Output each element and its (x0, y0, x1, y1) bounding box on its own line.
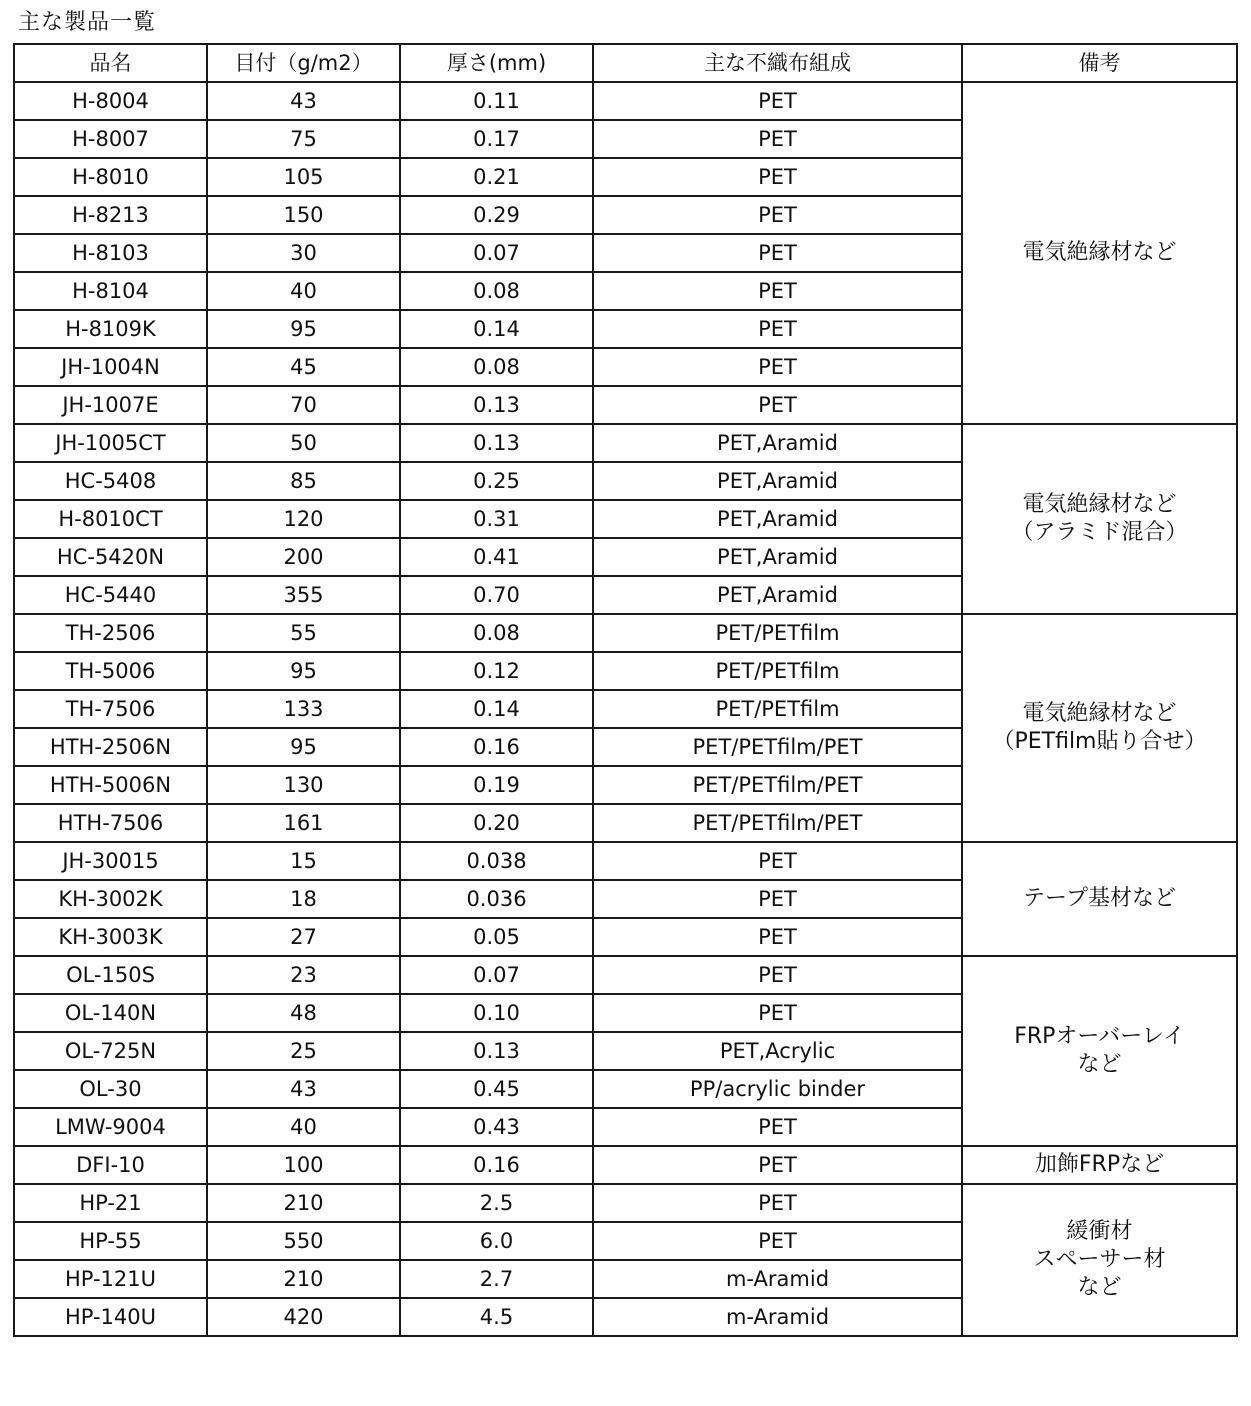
cell-product-name: H-8213 (14, 196, 207, 234)
cell-basis-weight: 43 (207, 1070, 400, 1108)
cell-product-name: OL-140N (14, 994, 207, 1032)
cell-thickness: 0.17 (400, 120, 593, 158)
cell-thickness: 0.19 (400, 766, 593, 804)
cell-basis-weight: 95 (207, 652, 400, 690)
cell-product-name: TH-5006 (14, 652, 207, 690)
cell-composition: PET (593, 272, 962, 310)
cell-remarks: テープ基材など (962, 842, 1237, 956)
cell-product-name: KH-3003K (14, 918, 207, 956)
cell-basis-weight: 75 (207, 120, 400, 158)
cell-basis-weight: 100 (207, 1146, 400, 1184)
product-table (13, 43, 1238, 1337)
cell-product-name: JH-1004N (14, 348, 207, 386)
cell-product-name: OL-725N (14, 1032, 207, 1070)
cell-composition: PP/acrylic binder (593, 1070, 962, 1108)
cell-basis-weight: 161 (207, 804, 400, 842)
cell-thickness: 0.038 (400, 842, 593, 880)
cell-product-name: H-8109K (14, 310, 207, 348)
cell-thickness: 0.16 (400, 728, 593, 766)
cell-basis-weight: 95 (207, 310, 400, 348)
cell-basis-weight: 200 (207, 538, 400, 576)
header-remarks: 備考 (962, 44, 1237, 82)
cell-composition: PET (593, 842, 962, 880)
cell-basis-weight: 55 (207, 614, 400, 652)
cell-composition: PET (593, 82, 962, 120)
cell-product-name: H-8104 (14, 272, 207, 310)
cell-composition: PET (593, 234, 962, 272)
cell-product-name: TH-7506 (14, 690, 207, 728)
cell-product-name: KH-3002K (14, 880, 207, 918)
cell-basis-weight: 40 (207, 272, 400, 310)
cell-basis-weight: 85 (207, 462, 400, 500)
cell-basis-weight: 130 (207, 766, 400, 804)
header-thickness: 厚さ(mm) (400, 44, 593, 82)
cell-product-name: H-8103 (14, 234, 207, 272)
cell-composition: PET/PETfilm/PET (593, 766, 962, 804)
table-row (14, 842, 1237, 880)
table-row (14, 424, 1237, 462)
cell-product-name: HP-140U (14, 1298, 207, 1336)
cell-remarks: 電気絶縁材など (962, 82, 1237, 424)
cell-basis-weight: 120 (207, 500, 400, 538)
cell-composition: PET (593, 918, 962, 956)
cell-composition: PET (593, 1108, 962, 1146)
cell-basis-weight: 43 (207, 82, 400, 120)
cell-thickness: 0.08 (400, 614, 593, 652)
cell-composition: PET (593, 120, 962, 158)
cell-composition: PET/PETfilm/PET (593, 804, 962, 842)
cell-product-name: JH-30015 (14, 842, 207, 880)
cell-product-name: H-8010 (14, 158, 207, 196)
cell-basis-weight: 25 (207, 1032, 400, 1070)
cell-basis-weight: 50 (207, 424, 400, 462)
cell-thickness: 0.41 (400, 538, 593, 576)
cell-product-name: HC-5440 (14, 576, 207, 614)
table-row (14, 1146, 1237, 1184)
table-body (14, 82, 1237, 1336)
cell-thickness: 0.13 (400, 1032, 593, 1070)
cell-basis-weight: 45 (207, 348, 400, 386)
cell-product-name: HP-55 (14, 1222, 207, 1260)
cell-thickness: 0.43 (400, 1108, 593, 1146)
cell-thickness: 0.14 (400, 690, 593, 728)
cell-composition: m-Aramid (593, 1298, 962, 1336)
header-composition: 主な不織布組成 (593, 44, 962, 82)
cell-thickness: 0.10 (400, 994, 593, 1032)
cell-thickness: 0.25 (400, 462, 593, 500)
cell-thickness: 0.16 (400, 1146, 593, 1184)
cell-composition: m-Aramid (593, 1260, 962, 1298)
cell-composition: PET (593, 880, 962, 918)
cell-product-name: OL-150S (14, 956, 207, 994)
cell-thickness: 0.13 (400, 424, 593, 462)
cell-product-name: JH-1007E (14, 386, 207, 424)
cell-product-name: HC-5408 (14, 462, 207, 500)
cell-thickness: 6.0 (400, 1222, 593, 1260)
cell-composition: PET (593, 348, 962, 386)
cell-composition: PET (593, 196, 962, 234)
cell-product-name: HTH-7506 (14, 804, 207, 842)
cell-product-name: H-8007 (14, 120, 207, 158)
cell-thickness: 0.31 (400, 500, 593, 538)
cell-basis-weight: 30 (207, 234, 400, 272)
cell-thickness: 0.12 (400, 652, 593, 690)
cell-composition: PET/PETfilm/PET (593, 728, 962, 766)
cell-composition: PET/PETfilm (593, 690, 962, 728)
cell-thickness: 0.29 (400, 196, 593, 234)
table-row (14, 614, 1237, 652)
cell-thickness: 0.14 (400, 310, 593, 348)
cell-basis-weight: 420 (207, 1298, 400, 1336)
cell-product-name: H-8010CT (14, 500, 207, 538)
cell-product-name: JH-1005CT (14, 424, 207, 462)
cell-basis-weight: 105 (207, 158, 400, 196)
cell-composition: PET (593, 158, 962, 196)
cell-composition: PET (593, 310, 962, 348)
cell-thickness: 0.45 (400, 1070, 593, 1108)
cell-product-name: HP-21 (14, 1184, 207, 1222)
cell-thickness: 0.07 (400, 234, 593, 272)
cell-composition: PET,Acrylic (593, 1032, 962, 1070)
cell-remarks: FRPオーバーレイ など (962, 956, 1237, 1146)
cell-remarks: 加飾FRPなど (962, 1146, 1237, 1184)
table-row (14, 1184, 1237, 1222)
cell-product-name: LMW-9004 (14, 1108, 207, 1146)
header-product-name: 品名 (14, 44, 207, 82)
cell-thickness: 0.13 (400, 386, 593, 424)
cell-composition: PET,Aramid (593, 462, 962, 500)
cell-composition: PET (593, 1222, 962, 1260)
cell-basis-weight: 210 (207, 1184, 400, 1222)
cell-composition: PET (593, 386, 962, 424)
table-header (14, 44, 1237, 82)
cell-basis-weight: 133 (207, 690, 400, 728)
cell-basis-weight: 27 (207, 918, 400, 956)
cell-remarks: 電気絶縁材など （PETfilm貼り合せ） (962, 614, 1237, 842)
cell-product-name: TH-2506 (14, 614, 207, 652)
cell-thickness: 2.7 (400, 1260, 593, 1298)
cell-composition: PET,Aramid (593, 424, 962, 462)
cell-thickness: 0.70 (400, 576, 593, 614)
cell-product-name: H-8004 (14, 82, 207, 120)
table-row (14, 956, 1237, 994)
cell-remarks: 電気絶縁材など （アラミド混合） (962, 424, 1237, 614)
cell-thickness: 4.5 (400, 1298, 593, 1336)
cell-thickness: 0.07 (400, 956, 593, 994)
cell-basis-weight: 40 (207, 1108, 400, 1146)
cell-basis-weight: 48 (207, 994, 400, 1032)
cell-composition: PET (593, 1146, 962, 1184)
cell-composition: PET,Aramid (593, 500, 962, 538)
cell-composition: PET (593, 1184, 962, 1222)
header-row (14, 44, 1237, 82)
cell-thickness: 0.08 (400, 348, 593, 386)
cell-product-name: OL-30 (14, 1070, 207, 1108)
cell-composition: PET,Aramid (593, 538, 962, 576)
cell-basis-weight: 23 (207, 956, 400, 994)
cell-product-name: HP-121U (14, 1260, 207, 1298)
page-title: 主な製品一覧 (18, 10, 157, 35)
cell-thickness: 0.11 (400, 82, 593, 120)
cell-composition: PET/PETfilm (593, 614, 962, 652)
cell-composition: PET (593, 994, 962, 1032)
cell-product-name: HTH-2506N (14, 728, 207, 766)
cell-product-name: HTH-5006N (14, 766, 207, 804)
cell-composition: PET,Aramid (593, 576, 962, 614)
table-row (14, 82, 1237, 120)
cell-thickness: 0.036 (400, 880, 593, 918)
cell-basis-weight: 95 (207, 728, 400, 766)
cell-product-name: HC-5420N (14, 538, 207, 576)
cell-thickness: 2.5 (400, 1184, 593, 1222)
cell-basis-weight: 70 (207, 386, 400, 424)
cell-thickness: 0.05 (400, 918, 593, 956)
cell-composition: PET/PETfilm (593, 652, 962, 690)
cell-thickness: 0.21 (400, 158, 593, 196)
cell-basis-weight: 550 (207, 1222, 400, 1260)
cell-thickness: 0.08 (400, 272, 593, 310)
cell-composition: PET (593, 956, 962, 994)
cell-basis-weight: 15 (207, 842, 400, 880)
cell-remarks: 緩衝材 スペーサー材 など (962, 1184, 1237, 1336)
cell-basis-weight: 210 (207, 1260, 400, 1298)
cell-thickness: 0.20 (400, 804, 593, 842)
cell-basis-weight: 18 (207, 880, 400, 918)
cell-basis-weight: 355 (207, 576, 400, 614)
header-basis-weight: 目付（g/m2） (207, 44, 400, 82)
cell-product-name: DFI-10 (14, 1146, 207, 1184)
cell-basis-weight: 150 (207, 196, 400, 234)
